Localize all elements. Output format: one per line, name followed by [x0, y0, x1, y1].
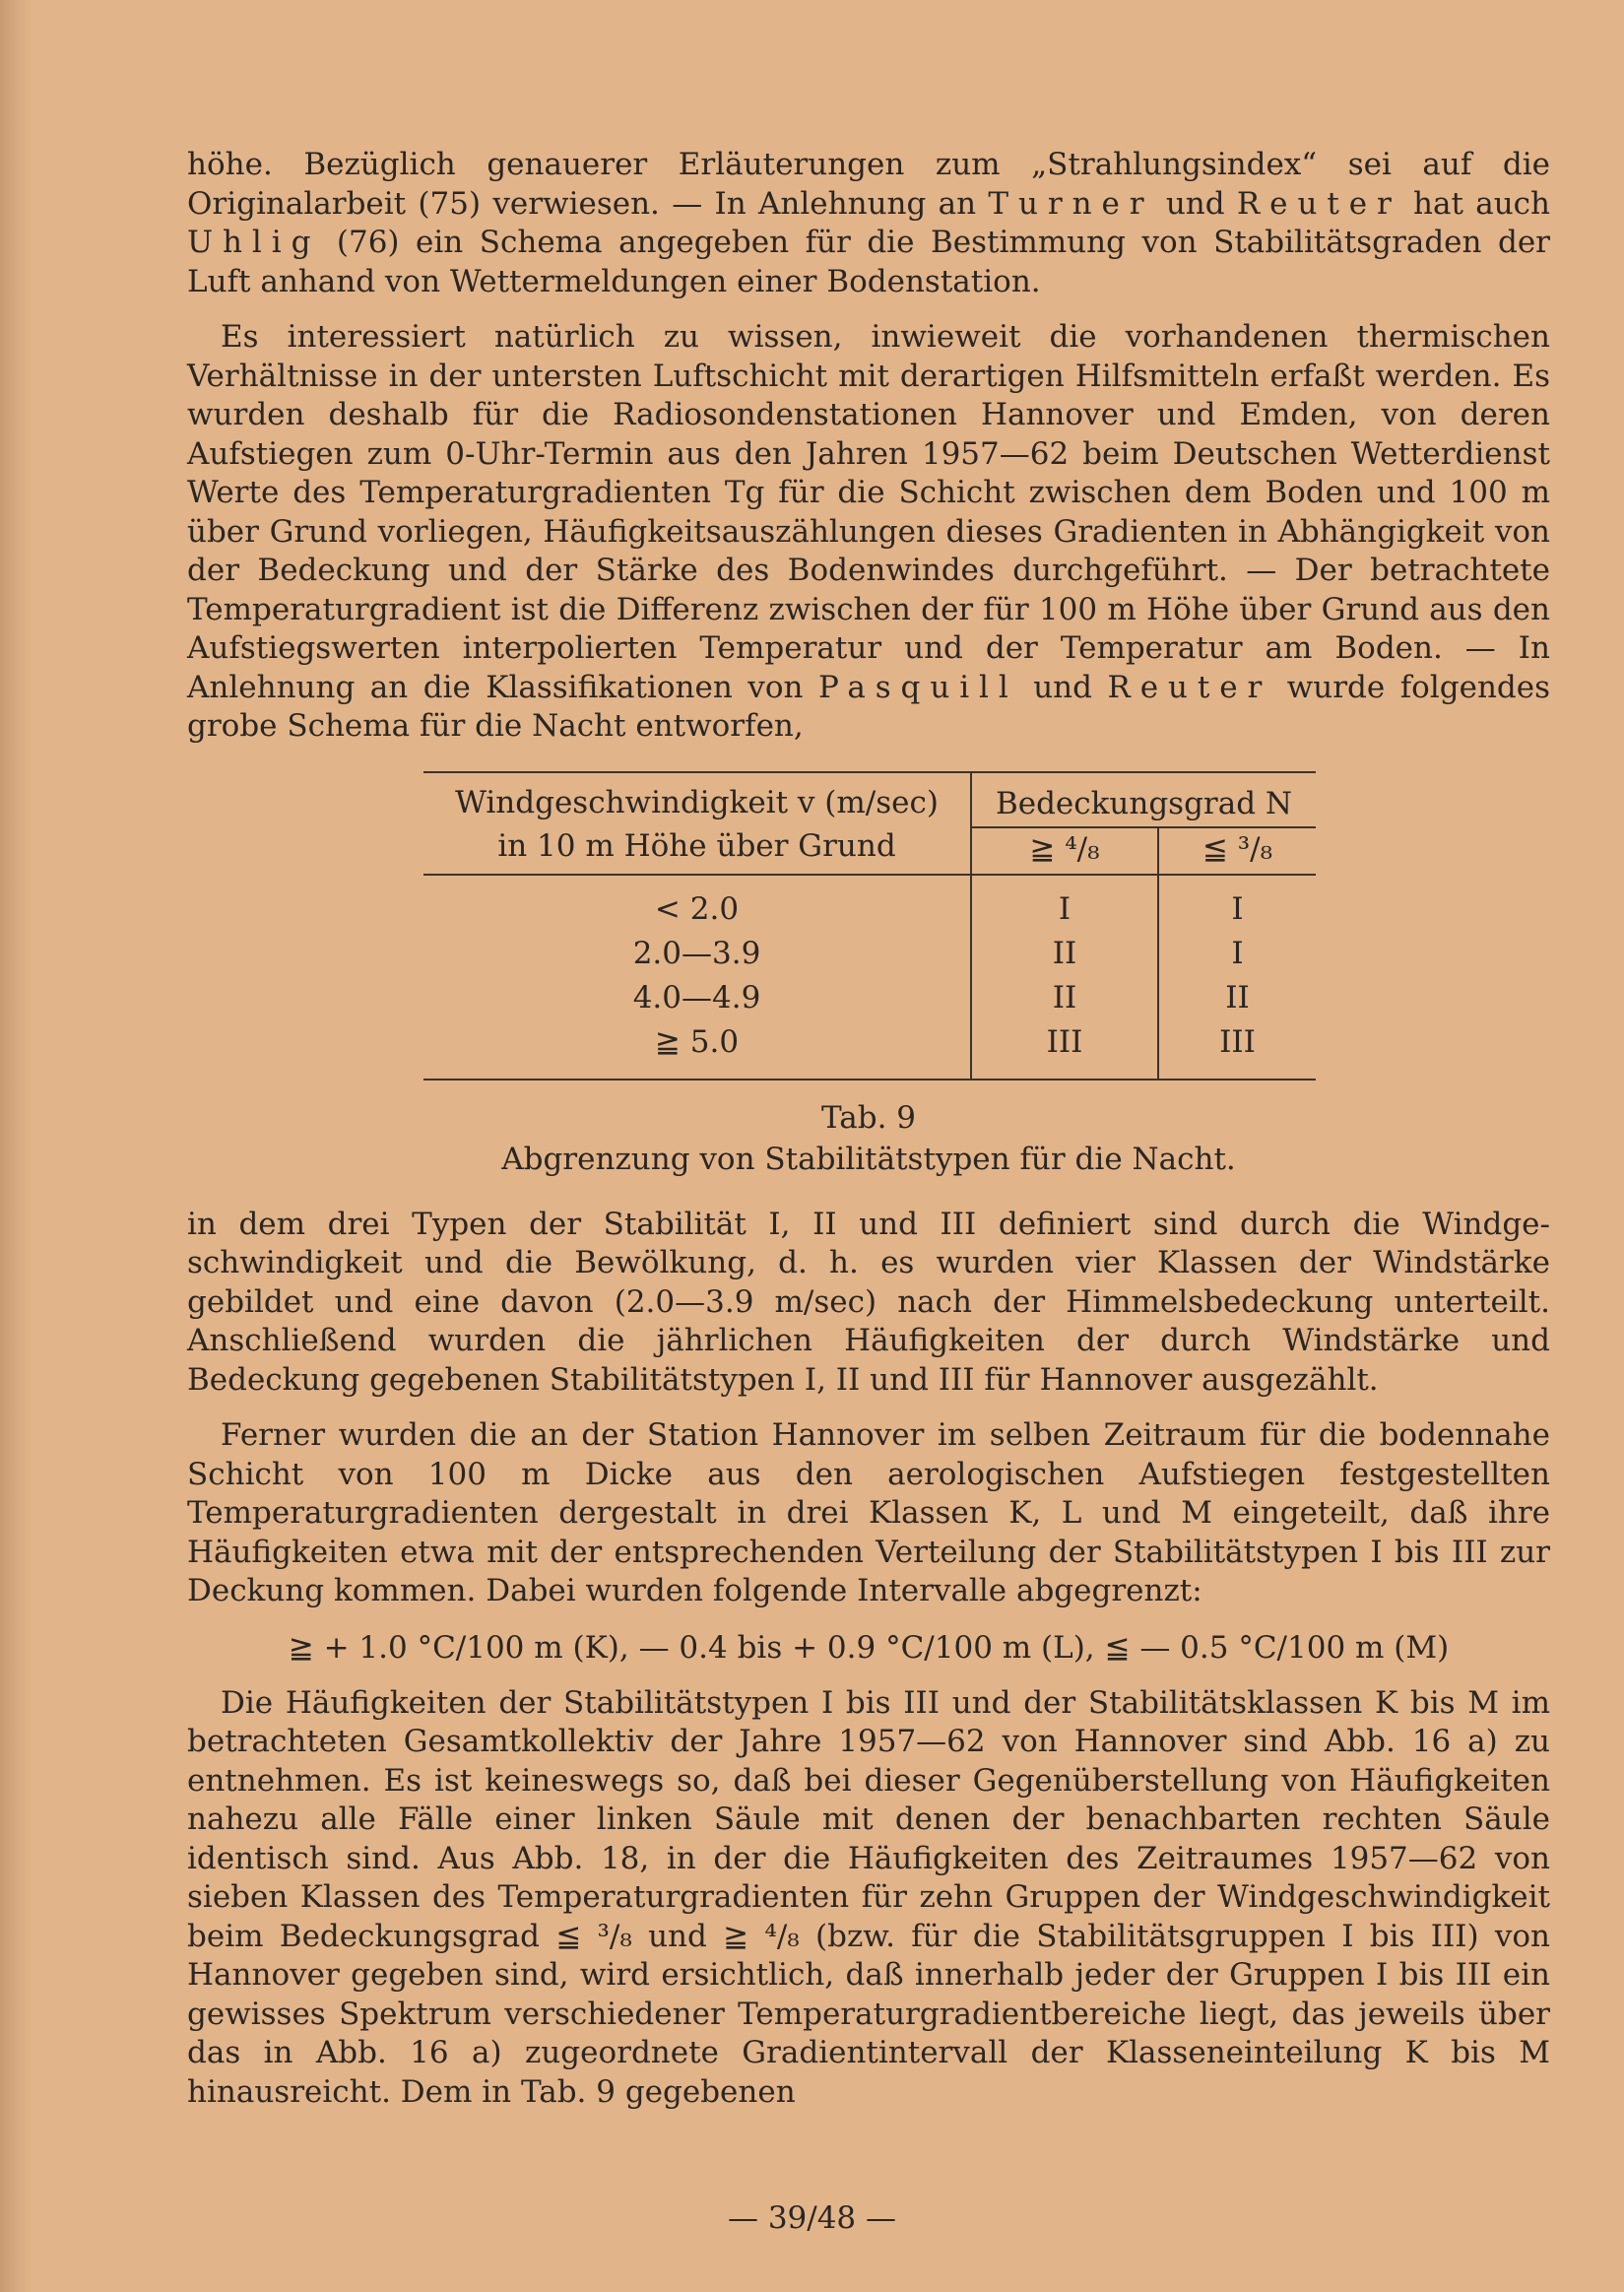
paragraph-2-text-c: wurde folgendes grobe Schema für die Nacht entworfen,	[187, 669, 1551, 744]
stability-table	[423, 771, 1316, 1081]
caption-text: Abgrenzung von Stabilitätstypen für die Nacht.	[501, 1141, 1236, 1177]
cell-n-low: I	[1231, 935, 1244, 971]
author-turner: Turner	[988, 185, 1154, 222]
author-uhlig: Uhlig	[187, 225, 321, 260]
page-binding-edge	[0, 0, 33, 2292]
header-wind-line2: in 10 m Höhe über Grund	[497, 827, 896, 864]
cell-wind: 4.0—4.9	[423, 976, 971, 1020]
paragraph-1-text-c: hat auch	[1400, 185, 1551, 222]
cell-n-low: II	[1225, 979, 1250, 1015]
table-row	[423, 932, 1316, 976]
cell-n-high: III	[971, 1020, 1158, 1080]
stability-table-wrap	[423, 771, 1316, 1081]
header-cloud-cover: Bedeckungsgrad N	[995, 785, 1293, 821]
cell-n-high: I	[971, 887, 1158, 932]
paragraph-4: Ferner wurden die an der Station Hannover im selben Zeitraum für die bodennahe Schicht von 100 m Dicke aus den aerologischen Aufstiegen festgestellten Temperaturgradienten dergestalt in drei Klassen K, L und M eingeteilt, daß ihre Häufigkeiten etwa mit der entsprechenden Verteilung der Stabilitätstypen I bis III zur Deckung kommen. Dabei wurden folgende Intervalle abgegrenzt:	[187, 1417, 1550, 1608]
paragraph-1-text-a: höhe. Bezüglich genauerer Erläuterungen zum „Strahlungsindex“ sei auf die Originalarbeit (75) verwiesen. — In Anlehnung an	[187, 147, 1550, 222]
header-wind-speed	[423, 772, 971, 875]
table-gap	[423, 875, 1316, 887]
author-reuter-2: Reuter	[1107, 669, 1272, 705]
paragraph-1-text-d: (76) ein Schema angegeben für die Bestimmung von Stabilitätsgraden der Luft anhand von Wettermeldungen einer Bodenstation.	[187, 225, 1550, 299]
cell-n-high: II	[971, 932, 1158, 976]
paragraph-3: in dem drei Typen der Stabilität I, II und III definiert sind durch die Windgeschwindigkeit und die Bewölkung, d. h. es wurden vier Klassen der Windstärke gebildet und eine davon (2.0—3.9 m/sec) nach der Himmelsbedeckung unterteilt. Anschließend wurden die jährlichen Häufigkeiten der durch Windstärke und Bedeckung gegebenen Stabilitätstypen I, II und III für Hannover ausgezählt.	[187, 1206, 1550, 1398]
header-sub-col1: ≧ ⁴/₈	[971, 827, 1158, 875]
table-caption	[187, 1097, 1550, 1180]
interval-formula: ≧ + 1.0 °C/100 m (K), — 0.4 bis + 0.9 °C/100 m (L), ≦ — 0.5 °C/100 m (M)	[288, 1629, 1450, 1666]
table-row	[423, 1020, 1316, 1080]
paragraph-1	[187, 146, 1550, 301]
cell-n-high: II	[971, 976, 1158, 1020]
paragraph-5: Die Häufigkeiten der Stabilitätstypen I bis III und der Stabilitätsklassen K bis M im betrachteten Gesamtkollektiv der Jahre 1957—62 von Hannover sind Abb. 16 a) zu entnehmen. Es ist keineswegs so, daß bei dieser Gegenüberstellung von Häufigkeiten nahezu alle Fälle einer linken Säule mit denen der benachbarten rechten Säule identisch sind. Aus Abb. 18, in der die Häufigkeiten des Zeitraumes 1957—62 von sieben Klassen des Temperaturgradienten für zehn Gruppen der Windgeschwindigkeit beim Bedeckungsgrad ≦ ³/₈ und ≧ ⁴/₈ (bzw. für die Stabilitätsgruppen I bis III) von Hannover gegeben sind, wird ersichtlich, daß innerhalb jeder der Gruppen I bis III ein gewisses Spektrum verschiedener Temperaturgradientbereiche liegt, das jeweils über das in Abb. 16 a) zugeordnete Gradientintervall der Klasseneinteilung K bis M hinausreicht. Dem in Tab. 9 gegebenen	[187, 1684, 1550, 2110]
header-sub-col2: ≦ ³/₈	[1158, 827, 1316, 875]
cell-n-low: I	[1231, 890, 1244, 927]
paragraph-2	[187, 318, 1550, 747]
cell-wind: < 2.0	[423, 887, 971, 932]
table-row	[423, 976, 1316, 1020]
cell-n-low: III	[1219, 1023, 1256, 1060]
cell-wind: 2.0—3.9	[423, 932, 971, 976]
table-row	[423, 887, 1316, 932]
author-pasquill: Pasquill	[817, 669, 1018, 705]
paragraph-2-text-a: Es interessiert natürlich zu wissen, inwieweit die vorhandenen thermischen Verhältnisse in der untersten Luftschicht mit derartigen Hilfsmitteln erfaßt werden. Es wurden deshalb für die Radiosondenstationen Hannover und Emden, von deren Aufstiegen zum 0-Uhr-Termin aus den Jahren 1957—62 beim Deutschen Wetterdienst Werte des Temperaturgradienten Tg für die Schicht zwischen dem Boden und 100 m über Grund vorliegen, Häufigkeitsauszählungen dieses Gradienten in Abhängigkeit von der Bedeckung und der Stärke des Bodenwindes durchgeführt. — Der betrachtete Temperaturgradient ist die Differenz zwischen der für 100 m Höhe über Grund aus den Aufstiegswerten interpolierten Temperatur und der Temperatur am Boden. — In Anlehnung an die Klassifikationen von	[187, 319, 1550, 705]
page-number: — 39/48 —	[727, 2200, 897, 2236]
page-content	[187, 146, 1550, 2112]
header-wind-line1: Windgeschwindigkeit v (m/sec)	[455, 784, 939, 820]
paragraph-2-text-b: und	[1017, 669, 1108, 705]
paragraph-1-text-b: und	[1153, 185, 1237, 222]
cell-wind: ≧ 5.0	[423, 1020, 971, 1080]
caption-label: Tab. 9	[820, 1099, 917, 1136]
author-reuter: Reuter	[1236, 185, 1401, 222]
